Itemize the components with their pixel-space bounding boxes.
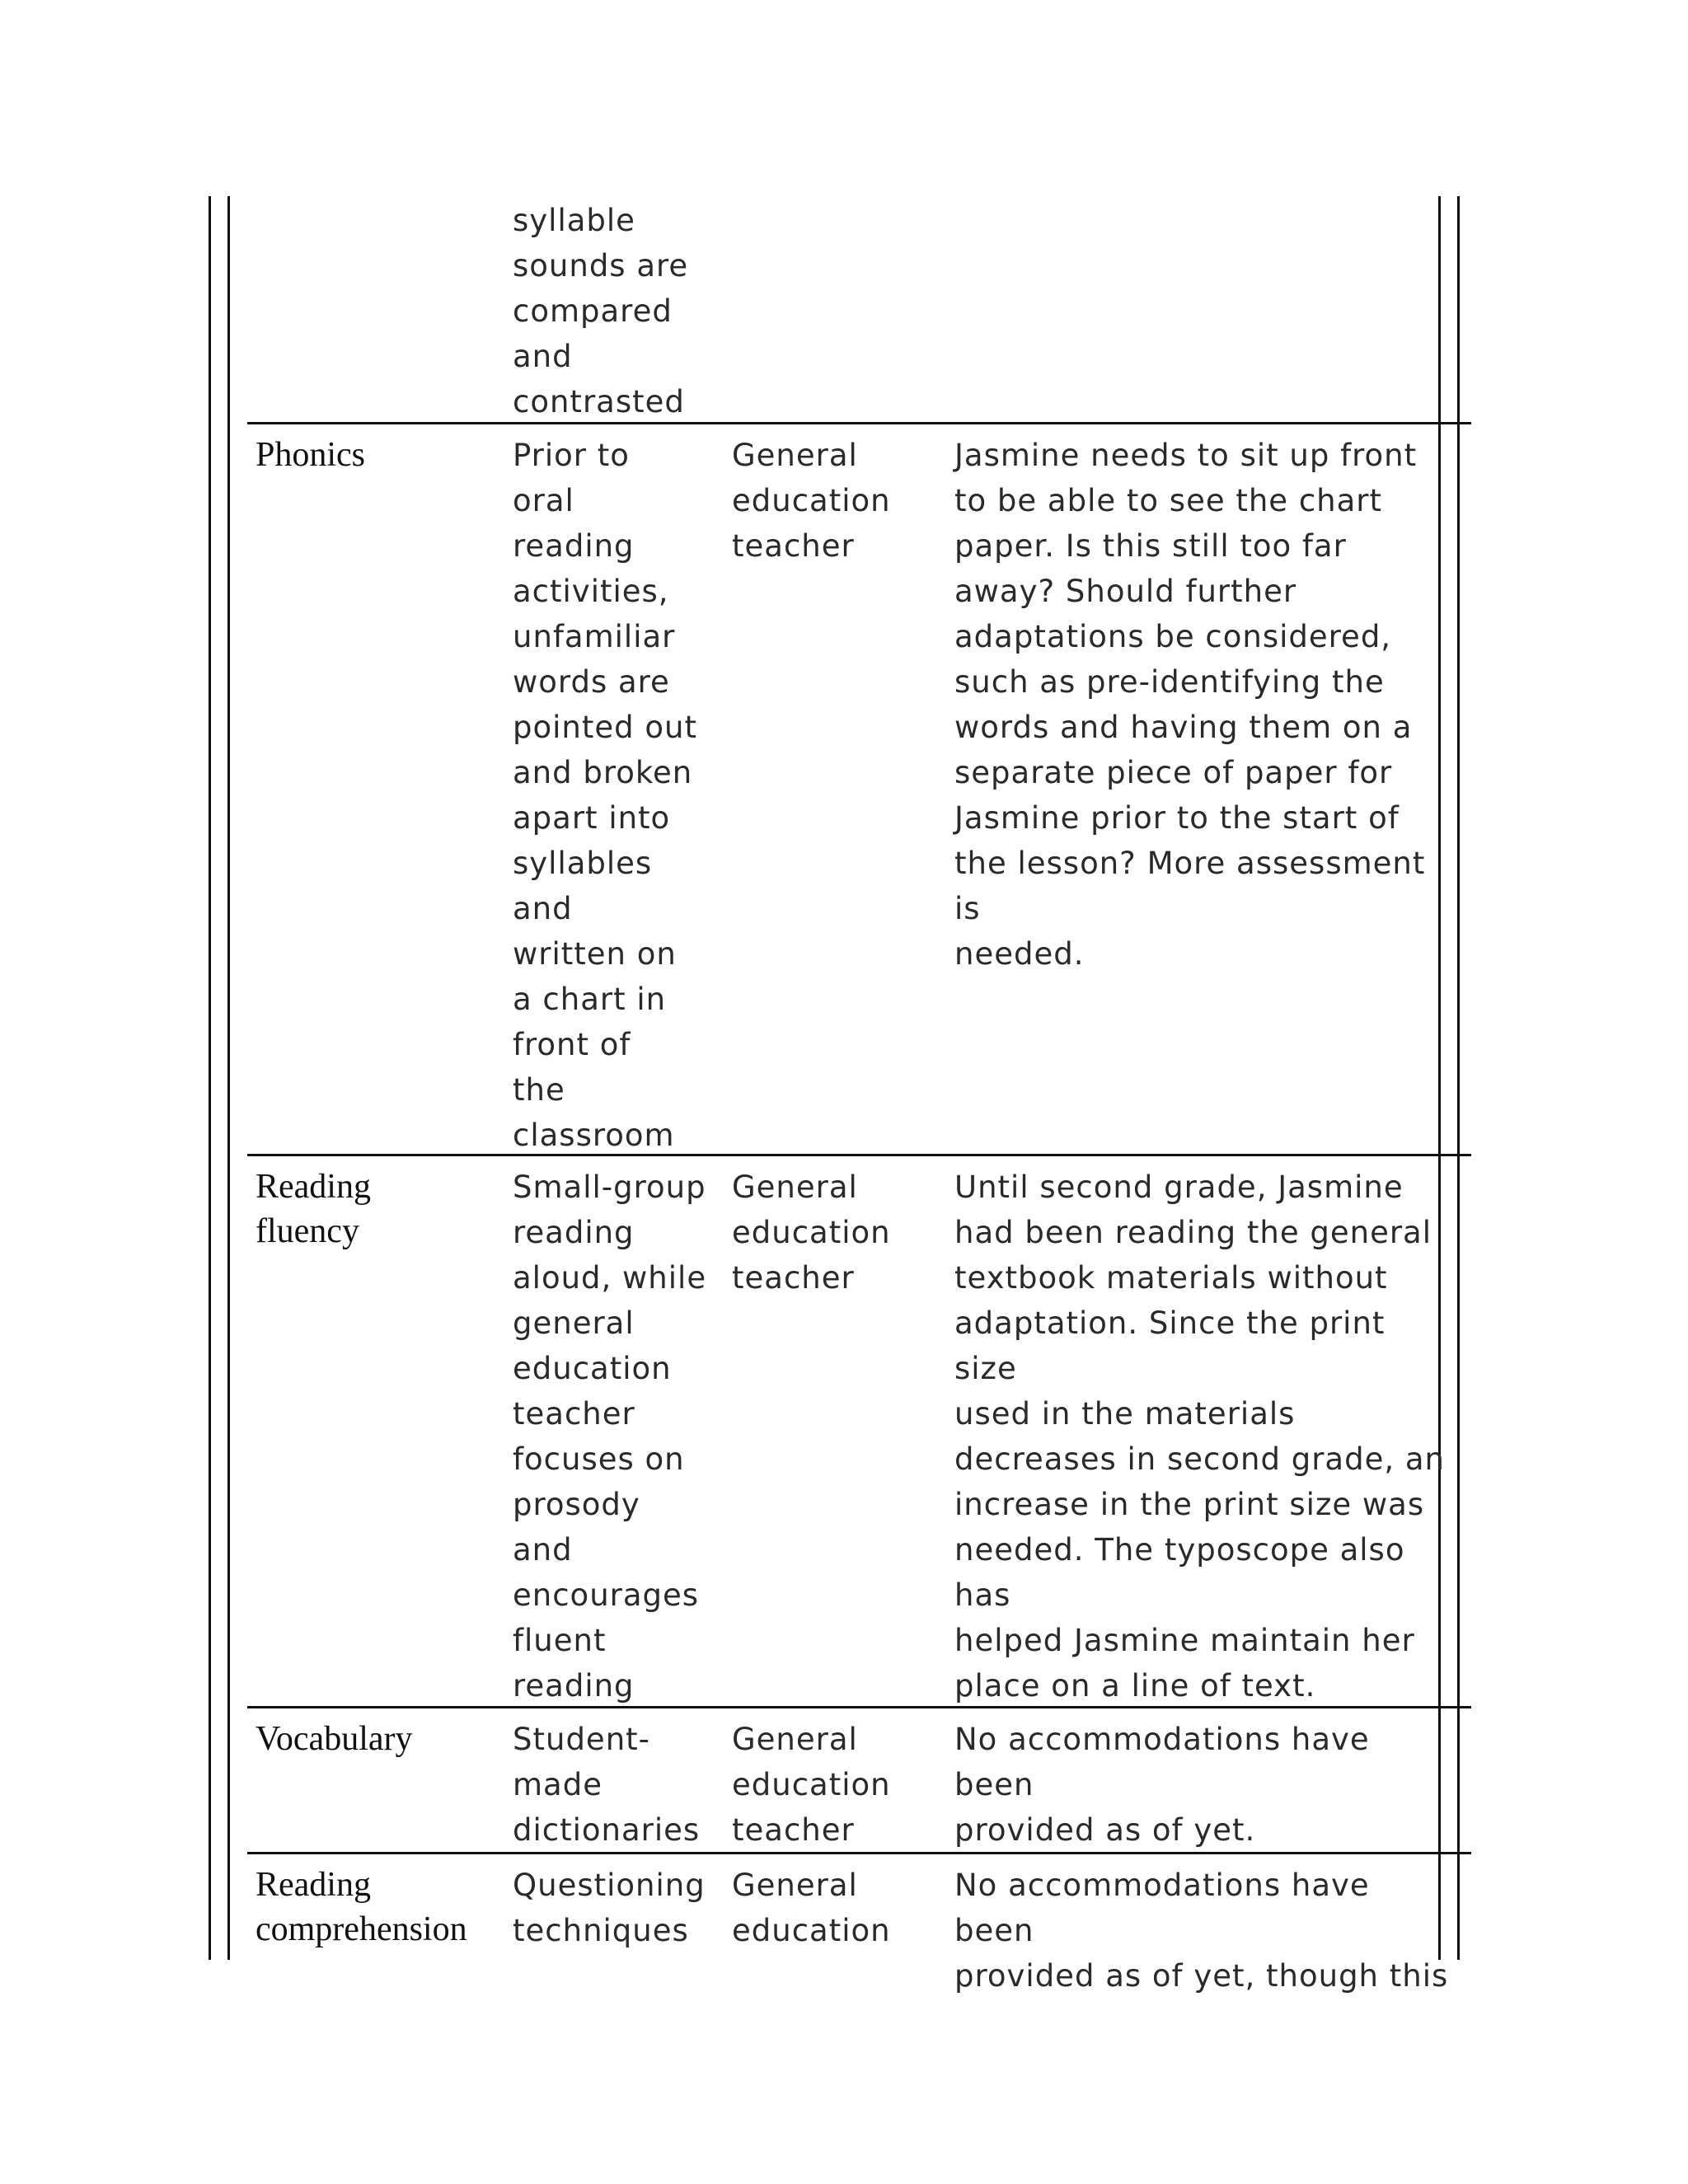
reading-area-cell: Vocabulary xyxy=(256,1720,413,1758)
notes-cell: No accommodations have been provided as of yet. xyxy=(954,1722,1370,1848)
instruction-cell: Questioning techniques xyxy=(513,1868,706,1948)
instruction-cell: syllable sounds are compared and contrasted xyxy=(513,203,689,419)
table-right-border-outer xyxy=(1457,196,1460,1960)
reading-area-cell: Reading comprehension xyxy=(256,1866,467,1948)
table-left-border-inner xyxy=(227,196,230,1960)
instruction-cell: Small-group reading aloud, while general education teacher focuses on prosody and encourages fluent reading xyxy=(513,1169,707,1704)
instruction-cell: Prior to oral reading activities, unfamiliar words are pointed out and broken apart into syllables and written on a chart in front of the classroom xyxy=(513,438,697,1153)
instruction-cell: Student- made dictionaries xyxy=(513,1722,701,1848)
table-left-border-outer xyxy=(209,196,211,1960)
reading-area-cell: Reading fluency xyxy=(256,1168,371,1250)
provider-cell: General education xyxy=(732,1868,891,1948)
notes-cell: Until second grade, Jasmine had been reading the general textbook materials without adaptation. Since the print size used in the materials decreases in second grade, an increase in the print size was needed. The typoscope also has helped Jasmine maintain her place on a line of text. xyxy=(954,1169,1445,1704)
notes-cell: Jasmine needs to sit up front to be able to see the chart paper. Is this still too far away? Should further adaptations be considered, such as pre-identifying the words and having them on a separate piece of paper for Jasmine prior to the start of the lesson? More assessment is needed. xyxy=(954,438,1426,972)
row-divider xyxy=(247,1154,1471,1156)
notes-cell: No accommodations have been provided as of yet, though this xyxy=(954,1868,1449,1994)
provider-cell: General education teacher xyxy=(732,1722,891,1848)
provider-cell: General education teacher xyxy=(732,438,891,564)
reading-area-cell: Phonics xyxy=(256,436,366,474)
provider-cell: General education teacher xyxy=(732,1169,891,1296)
row-divider xyxy=(247,422,1471,424)
